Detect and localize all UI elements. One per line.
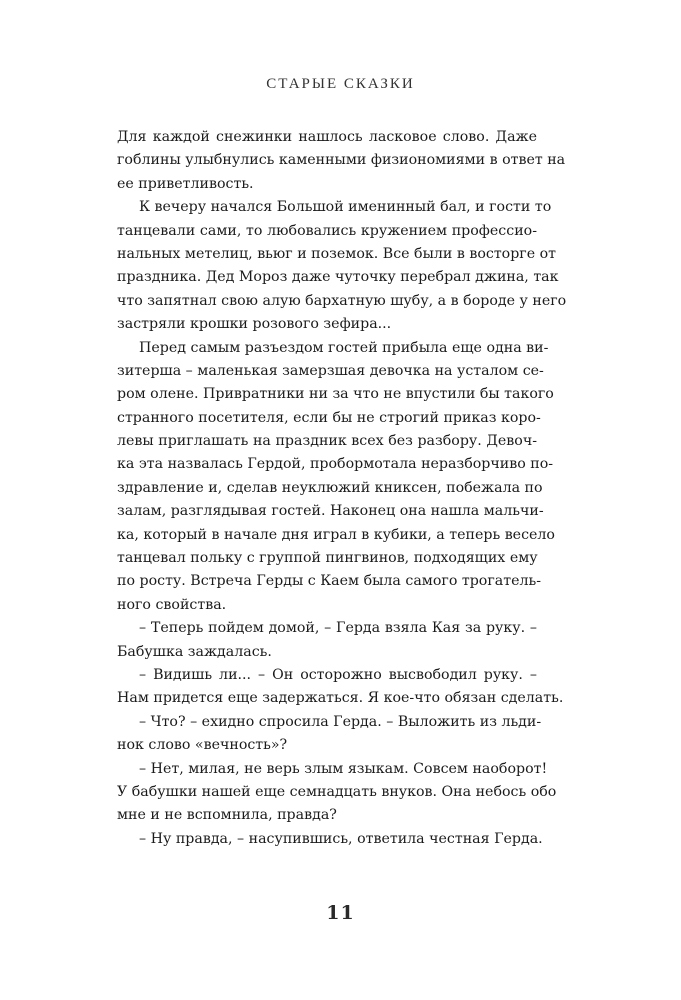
text-line: У бабушки нашей еще семнадцать внуков. Она небось обо: [117, 783, 557, 800]
text-line: гоблины улыбнулись каменными физиономиями в ответ на: [117, 152, 566, 169]
paragraph: [117, 664, 564, 711]
text-line: танцевали сами, то любовались кружением профессио-: [117, 222, 537, 239]
text-line: К вечеру начался Большой именинный бал, и гости то: [139, 199, 552, 216]
text-line: – Ну правда, – насупившись, ответила честная Герда.: [139, 830, 543, 847]
text-line: праздника. Дед Мороз даже чуточку перебрал джина, так: [117, 269, 559, 286]
text-line: залам, разглядывая гостей. Наконец она нашла мальчи-: [117, 503, 544, 520]
text-line: застряли крошки розового зефира...: [117, 316, 392, 333]
text-line: левы приглашать на праздник всех без разбору. Девоч-: [117, 433, 537, 450]
text-line: ка, который в начале дня играл в кубики, а теперь весело: [117, 526, 555, 543]
text-line: танцевал польку с группой пингвинов, подходящих ему: [117, 550, 538, 567]
text-line: странного посетителя, если бы не строгий приказ коро-: [117, 409, 541, 426]
text-line: Для каждой снежинки нашлось ласковое слово. Даже: [117, 129, 537, 145]
text-line: что запятнал свою алую бархатную шубу, а в бороде у него: [117, 292, 567, 309]
text-line: нок слово «вечность»?: [117, 737, 288, 754]
text-line: ее приветливость.: [117, 175, 254, 192]
paragraph: [117, 126, 566, 196]
text-line: ром олене. Привратники ни за что не впустили бы такого: [117, 386, 554, 403]
text-line: мне и не вспомнила, правда?: [117, 807, 337, 824]
paragraph: [117, 828, 543, 851]
text-line: Бабушка заждалась.: [117, 643, 272, 660]
text-line: – Видишь ли... – Он осторожно высвободил руку. –: [139, 666, 537, 683]
text-line: – Нет, милая, не верь злым языкам. Совсем наоборот!: [139, 760, 548, 777]
text-line: нальных метелиц, вьюг и поземок. Все были в восторге от: [117, 245, 557, 262]
text-line: Перед самым разъездом гостей прибыла еще одна ви-: [139, 339, 549, 356]
text-line: – Что? – ехидно спросила Герда. – Выложить из льди-: [139, 713, 542, 730]
paragraph: [117, 758, 557, 828]
paragraph: [117, 337, 555, 618]
page-number: 11: [326, 902, 355, 924]
running-title: СТАРЫЕ СКАЗКИ: [266, 76, 415, 92]
text-line: – Теперь пойдем домой, – Герда взяла Кая за руку. –: [139, 620, 537, 637]
text-line: ка эта назвалась Гердой, пробормотала неразборчиво по-: [117, 456, 554, 473]
body-text: [117, 126, 567, 851]
paragraph: [117, 711, 542, 758]
text-line: зитерша – маленькая замерзшая девочка на усталом се-: [117, 362, 544, 379]
text-line: здравление и, сделав неуклюжий книксен, побежала по: [117, 479, 543, 496]
text-line: Нам придется еще задержаться. Я кое-что обязан сделать.: [117, 690, 564, 707]
paragraph: [117, 617, 537, 664]
paragraph: [117, 196, 567, 336]
text-line: по росту. Встреча Герды с Каем была самого трогатель-: [117, 573, 542, 590]
text-line: ного свойства.: [117, 596, 227, 613]
